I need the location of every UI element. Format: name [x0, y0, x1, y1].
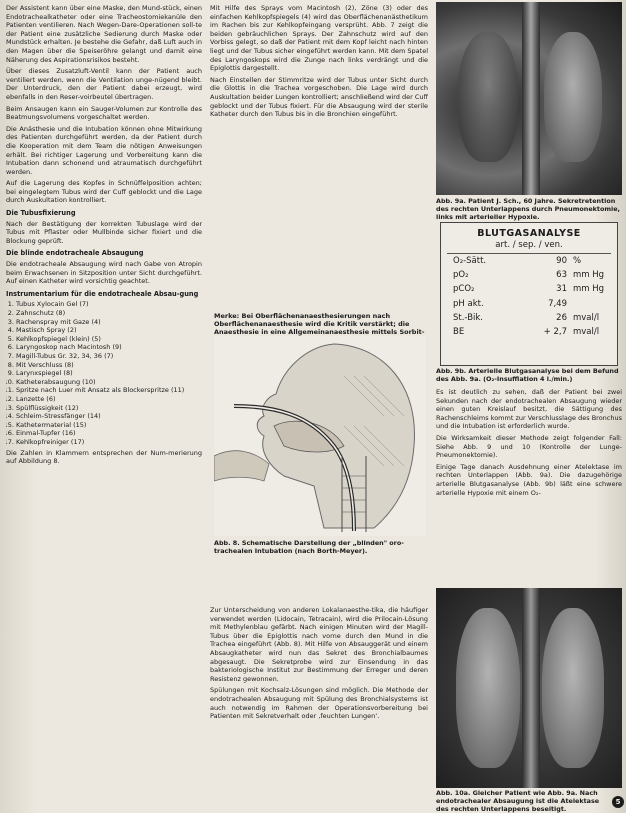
- section-heading: Die Tubusfixierung: [6, 209, 76, 218]
- paragraph: Die Wirksamkeit dieser Methode zeigt folgender Fall: Siehe Abb. 9 und 10 (Kontrolle der Lunge-Pneumonektomie).: [436, 433, 622, 460]
- list-item: 3. Rachenspray mit Gaze (4): [16, 318, 202, 327]
- paragraph: Über dieses Zusatzluft-Ventil kann der Patient auch ventiliert werden, wenn die Ventilation unge-nügend bleibt. Der Unterdruck, den der Patient dabei erzeugt, wird ebenfalls in den Reser-voirbeutel übertragen.: [6, 67, 202, 101]
- paragraph: Zur Unterscheidung von anderen Lokalanaesthe-tika, die häufiger verwendet werden (Lidocain, Tetracain), wird die Prilocain-Lösung mit Methylenblau gefärbt. Nach einigen Minuten wird der Magill-Tubus über die Epiglottis nach vorne durch den Mund in die Trachea eingeführt (Abb. 8). Mit Hilfe von Absauggerät und einem Absaugkatheter wird nun das Sekret des Bronchialbaumes abgesaugt. Die Sekretprobe wird zur Einsendung in das bakteriologische Institut zur Bestimmung der Erreger und deren Resistenz gewonnen.: [210, 606, 428, 683]
- figure-caption-9b: Abb. 9b. Arterielle Blutgasanalyse bei dem Befund des Abb. 9a. (O₂-Insufflation 4 l./min.): [436, 367, 619, 383]
- xray-image-9a: [436, 2, 622, 195]
- list-item: 6. Laryngoskop nach Macintosh (9): [16, 343, 202, 352]
- list-item: 4. Mastisch Spray (2): [16, 326, 202, 335]
- table-row: BE + 2,7 mval/l: [453, 327, 600, 338]
- list-item: 2. Zahnschutz (8): [16, 309, 202, 318]
- instrument-list: [6, 300, 202, 446]
- list-item: 14. Schleim-Stressfänger (14): [16, 412, 202, 421]
- figure-caption-9a: Abb. 9a. Patient J. Sch., 60 Jahre. Sekretretention des rechten Unterlappens durch Pneumonektomie, links mit arterieller Hypoxie.: [436, 197, 620, 221]
- section-heading: Die blinde endotracheale Absaugung: [6, 249, 144, 258]
- footnote: Die Zahlen in Klammern entsprechen der Num-merierung auf Abbildung 8.: [6, 448, 202, 466]
- blood-gas-table: [440, 222, 618, 366]
- text-column-2-lower: [210, 606, 428, 811]
- xray-image-10a: [436, 588, 622, 788]
- section-heading: Instrumentarium für die endotracheale Absau-gung: [6, 289, 199, 298]
- list-item: 11. Spritze nach Luer mit Ansatz als Blockerspritze (11): [16, 386, 202, 395]
- paragraph: Nach Einstellen der Stimmritze wird der Tubus unter Sicht durch die Glottis in die Trachea vorgeschoben. Die Lage wird durch Auskultation beider Lungen kontrolliert; anschließend wird der Cuff geblockt und der Tubus fixiert. Für die Absaugung wird der sterile Katheter durch den Tubus bis in die Bronchien eingeführt.: [210, 75, 428, 119]
- paragraph: Beim Ansaugen kann ein Sauger-Volumen zur Kontrolle des Beatmungsvolumens vorgeschaltet werden.: [6, 104, 202, 122]
- text-column-1: [6, 4, 202, 810]
- figure-caption-8: Abb. 8. Schematische Darstellung der „blinden" oro-trachealen Intubation (nach Borth-Meyer).: [214, 539, 404, 555]
- list-item: 5. Kehlkopfspiegel (klein) (5): [16, 335, 202, 344]
- table-row: O₂-Sätt. 90 %: [453, 256, 582, 266]
- paragraph: Auf die Lagerung des Kopfes in Schnüffelposition achten; bei eingelegtem Tubus wird der Cuff geblockt und die Lage durch Auskultation kontrolliert.: [6, 179, 202, 205]
- paragraph: Die endotracheale Absaugung wird nach Gabe von Atropin beim Erwachsenen in Sitzposition unter Sicht durchgeführt. Auf einen Katheter wird vorsichtig geachtet.: [6, 260, 202, 286]
- page-number-badge: 5: [612, 796, 624, 808]
- list-item: 8. Mit Verschluss (8): [16, 361, 202, 370]
- intubation-diagram: [214, 336, 426, 536]
- paragraph: Nach der Bestätigung der korrekten Tubuslage wird der Tubus mit Pflaster oder Mullbinde sicher fixiert und die Blockung geprüft.: [6, 219, 202, 245]
- table-title: BLUTGASANALYSE: [477, 228, 581, 239]
- table-subtitle: art. / sep. / ven.: [447, 240, 611, 254]
- text-column-2: [210, 4, 428, 334]
- text-column-4: [436, 388, 622, 586]
- paragraph: Spülungen mit Kochsalz-Lösungen sind möglich. Die Methode der endotrachealen Absaugung mit Spülung des Bronchialsystems ist auch notwendig im Rahmen der Operationsvorbereitung bei Patienten mit Sekretverhalt oder ‚feuchten Lungen‘.: [210, 686, 428, 721]
- list-item: 15. Kathetermaterial (15): [16, 421, 202, 430]
- paragraph: Der Assistent kann über eine Maske, den Mund-stück, einen Endotrachealkatheter oder eine Tracheostomiekanüle den Patienten ventilieren. Nach Wegen-Dare-Operationen soll-te der Patient eine zusätzliche Sedierung durch Maske oder Mundstück erhalten. Je bestehe die Gefahr, daß Luft auch in den Magen über die Speiseröhre gelangt und damit eine Näherung des Aspirationsrisikos besteht.: [6, 4, 202, 64]
- list-item: 10. Katheterabsaugung (10): [16, 378, 202, 387]
- note-heading: Merke: Bei Oberflächenanaesthesierungen nach Oberflächenanaesthesie wird die Kritik verstärkt; die Anaesthesie in eine Allgemeinanaesthesie mittels Sorbit-: [214, 312, 425, 336]
- paragraph: Einige Tage danach Ausdehnung einer Atelektase im rechten Unterlappen (Abb. 9a). Die dazugehörige arterielle Blutgasanalyse (Abb. 9b) läßt eine schwere arterielle Hypoxie mit einem O₂-: [436, 462, 622, 497]
- list-item: 9. Larynxspiegel (8): [16, 369, 202, 378]
- list-item: 1. Tubus Xylocain Gel (7): [16, 300, 202, 309]
- table-row: pO₂ 63 mm Hg: [453, 270, 605, 281]
- table-row: pCO₂ 31 mm Hg: [453, 284, 605, 295]
- figure-caption-10a: Abb. 10a. Gleicher Patient wie Abb. 9a. Nach endotrachealer Absaugung ist die Atelektase des rechten Unterlappens beseitigt.: [436, 789, 600, 813]
- paragraph: Die Anästhesie und die Intubation können ohne Mitwirkung des Patienten durchgeführt werden, da der Patient durch die Kooperation mit dem Team die nötigen Anweisungen erhält. Bei richtiger Lagerung und Vorbereitung kann die Intubation dann schonend und atraumatisch durchgeführt werden.: [6, 124, 202, 176]
- list-item: 12. Lanzette (6): [16, 395, 202, 404]
- paragraph: Es ist deutlich zu sehen, daß der Patient bei zwei Sekunden nach der endotrachealen Absaugung wieder einen guten Kreislauf besitzt, die Sättigung des Rachenschleims kommt zur Verschlusslage des Bronchus und die Intubation ist erforderlich wurde.: [436, 388, 622, 431]
- list-item: 17. Kehlkopfreiniger (17): [16, 438, 202, 447]
- table-row: pH akt. 7,49: [453, 298, 567, 309]
- list-item: 13. Spülflüssigkeit (12): [16, 404, 202, 413]
- list-item: 16. Einmal-Tupfer (16): [16, 429, 202, 438]
- table-row: St.-Bik. 26 mval/l: [453, 312, 600, 323]
- head-section-illustration: [214, 336, 426, 536]
- paragraph: Mit Hilfe des Sprays vom Macintosh (2), Zöne (3) oder des einfachen Kehlkopfspiegels (4) wird das Oberflächenanästhetikum im Rachen bis zur Kehlkopfeingang versprüht. Abb. 7 zeigt die beiden gebräuchlichen Sprays. Der Zahnschutz wird auf den Vorbiss gelegt, so daß der Patient mit dem Kopf leicht nach hinten liegt und der Tubus sicher eingeführt werden kann. Mit dem Spatel des Laryngoskops wird die Zunge nach links verdrängt und die Epiglottis dargestellt.: [210, 4, 428, 73]
- list-item: 7. Magill-Tubus Gr. 32, 34, 36 (7): [16, 352, 202, 361]
